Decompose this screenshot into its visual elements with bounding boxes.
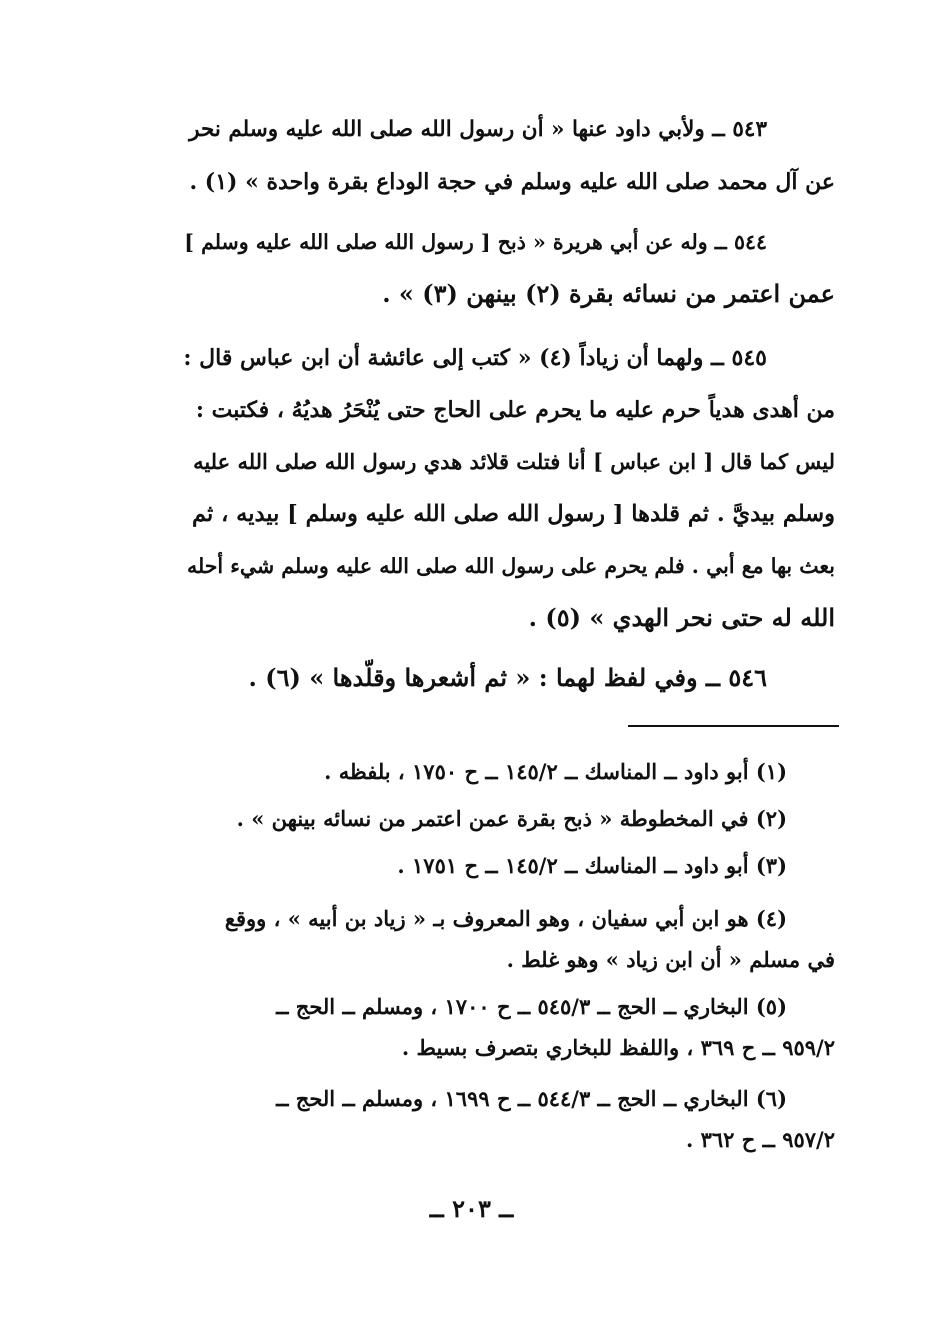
page-number: ــ ٢٠٣ ــ — [429, 1194, 514, 1223]
hadith-544 — [183, 216, 835, 320]
text-line: ليس كما قال [ ابن عباس ] أنا فتلت قلائد هدي رسول الله صلى الله عليه — [193, 449, 835, 474]
footnote-line: (٤) هو ابن أبي سفيان ، وهو المعروف بـ « زياد بن أبيه » ، ووقع — [224, 906, 787, 931]
footnote-line: (٦) البخاري ــ الحج ــ ٥٤٤/٣ ــ ح ١٦٩٩ ، ومسلم ــ الحج ــ — [276, 1086, 787, 1111]
footnote-6 — [183, 1078, 835, 1160]
footnote-2 — [183, 798, 835, 839]
footnote-line: ٩٥٧/٢ ــ ح ٣٦٢ . — [685, 1127, 835, 1152]
footnote-3 — [183, 845, 835, 886]
text-line: ٥٤٥ ــ ولهما أن زياداً (٤) « كتب إلى عائشة أن ابن عباس قال : — [183, 345, 767, 371]
footnote-line: (١) أبو داود ــ المناسك ــ ١٤٥/٢ ــ ح ١٧٥٠ ، بلفظه . — [324, 759, 787, 784]
text-line: الله له حتى نحر الهدي » (٥) . — [528, 603, 835, 632]
hadith-545 — [183, 332, 835, 644]
footnote-line: في مسلم « أن ابن زياد » وهو غلط . — [506, 947, 835, 972]
text-line: من أهدى هدياً حرم عليه ما يحرم على الحاج حتى يُنْحَرُ هديُهُ ، فكتبت : — [195, 397, 835, 423]
footnote-line: ٩٥٩/٢ ــ ح ٣٦٩ ، واللفظ للبخاري بتصرف بسيط . — [401, 1035, 835, 1060]
footnote-5 — [183, 986, 835, 1068]
text-line: بعث بها مع أبي . فلم يحرم على رسول الله صلى الله عليه وسلم شيء أحله — [186, 554, 835, 578]
hadith-546 — [183, 652, 835, 704]
footnote-line: (٣) أبو داود ــ المناسك ــ ١٤٥/٢ ــ ح ١٧٥١ . — [397, 853, 787, 878]
text-line: وسلم بيديَّ . ثم قلدها [ رسول الله صلى الله عليه وسلم ] بيديه ، ثم — [192, 501, 835, 527]
text-line: عن آل محمد صلى الله عليه وسلم في حجة الوداع بقرة واحدة » (١) . — [189, 169, 835, 195]
footnote-line: (٥) البخاري ــ الحج ــ ٥٤٥/٣ ــ ح ١٧٠٠ ، ومسلم ــ الحج ــ — [276, 994, 787, 1019]
footnote-separator — [628, 725, 839, 727]
footnote-4 — [183, 898, 835, 980]
footnote-1 — [183, 751, 835, 792]
text-line: ٥٤٤ ــ وله عن أبي هريرة « ذبح [ رسول الله صلى الله عليه وسلم ] — [184, 230, 767, 254]
text-line: عمن اعتمر من نسائه بقرة (٢) بينهن (٣) » . — [382, 279, 835, 308]
text-line: ٥٤٣ ــ ولأبي داود عنها « أن رسول الله صلى الله عليه وسلم نحر — [189, 117, 767, 142]
text-line: ٥٤٦ ــ وفي لفظ لهما : « ثم أشعرها وقلّدها » (٦) . — [248, 663, 767, 692]
hadith-543 — [183, 104, 835, 208]
footnote-line: (٢) في المخطوطة « ذبح بقرة عمن اعتمر من نسائه بينهن » . — [236, 806, 787, 831]
